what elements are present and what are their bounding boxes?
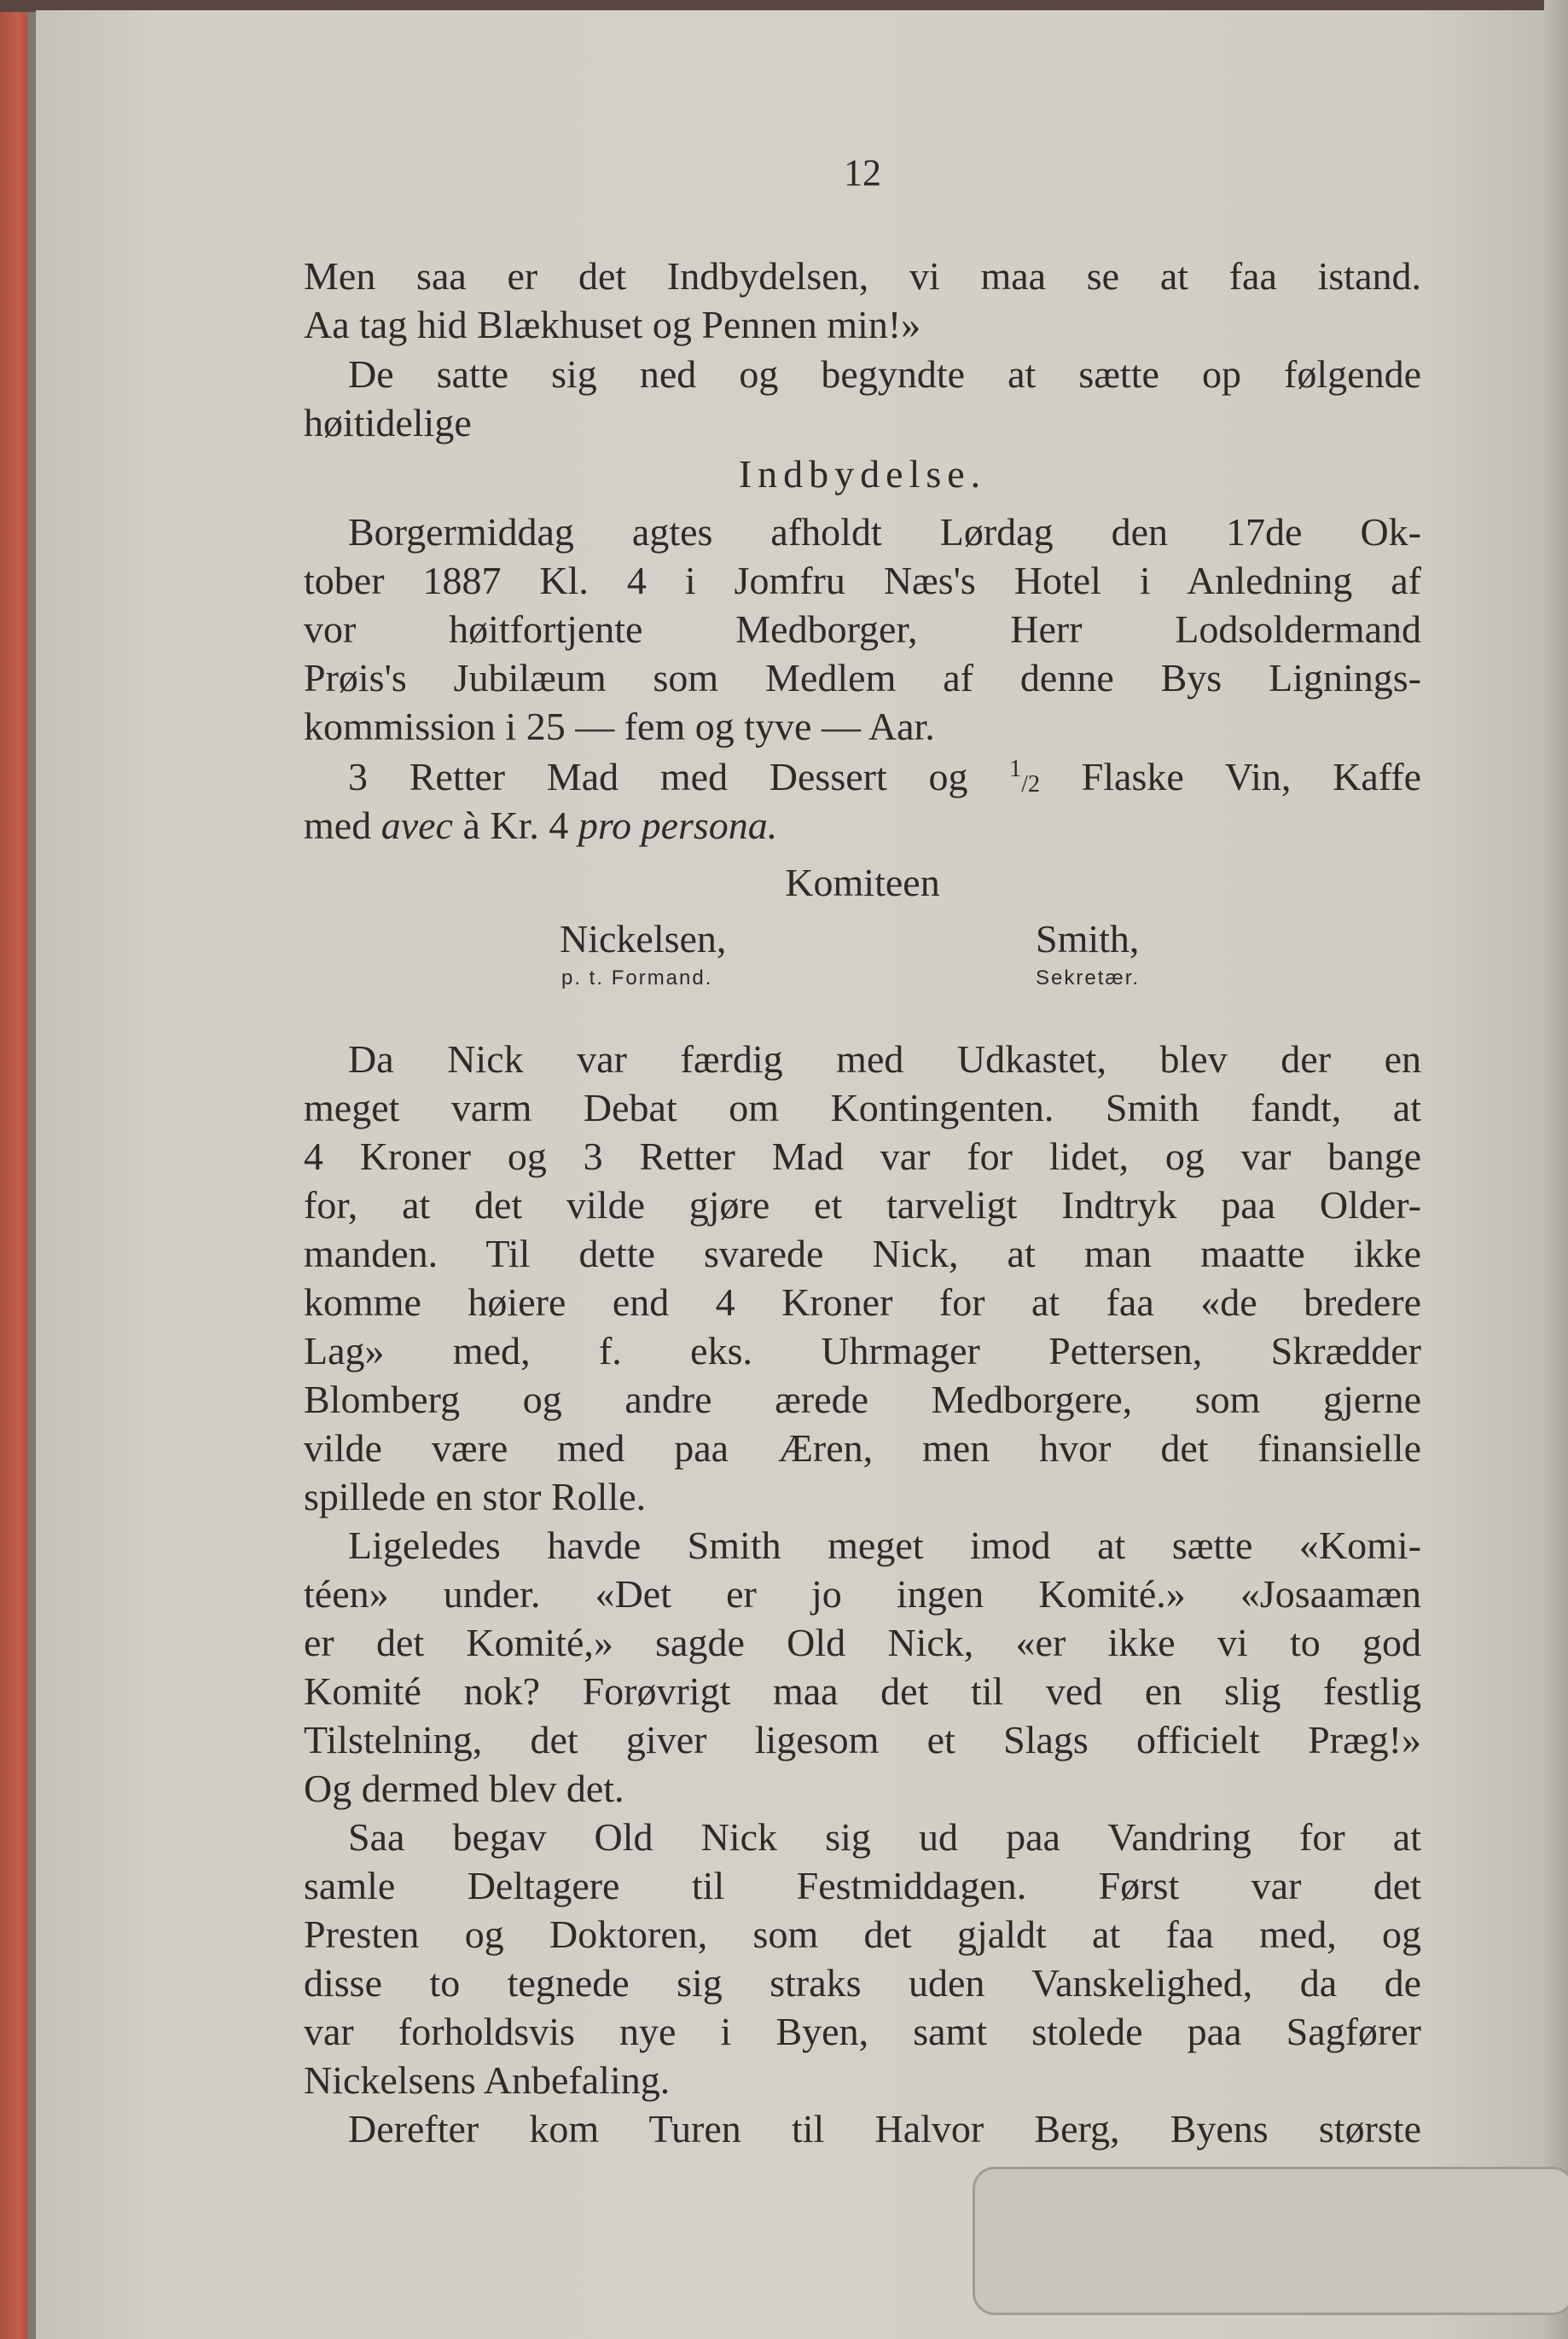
text-line: Lag» med, f. eks. Uhrmager Pettersen, Skrædder <box>304 1329 1421 1373</box>
text-line: var forholdsvis nye i Byen, samt stolede paa Sagfører <box>304 2010 1421 2053</box>
page-right-edge <box>1544 0 1568 2339</box>
text-line: manden. Til dette svarede Nick, at man maatte ikke <box>304 1232 1421 1275</box>
invitation-line: Borgermiddag agtes afholdt Lørdag den 17de Ok- <box>348 510 1421 554</box>
text-line: spillede en stor Rolle. <box>304 1475 647 1518</box>
menu-text: Flaske Vin, Kaffe <box>1039 755 1421 798</box>
text-line: vilde være med paa Æren, men hvor det finansielle <box>304 1426 1421 1470</box>
text-line: Aa tag hid Blækhuset og Pennen min!» <box>304 303 921 346</box>
text-line: téen» under. «Det er jo ingen Komité.» «Josaamæn <box>304 1572 1421 1616</box>
text-line: samle Deltagere til Festmiddagen. Først var det <box>304 1864 1421 1907</box>
menu-text: à Kr. 4 <box>452 804 578 847</box>
text-line: komme høiere end 4 Kroner for at faa «de bredere <box>304 1280 1421 1324</box>
text-line: Men saa er det Indbydelsen, vi maa se at faa istand. <box>304 254 1421 298</box>
menu-text: 3 Retter Mad med Dessert og <box>348 755 1010 798</box>
text-line: for, at det vilde gjøre et tarveligt Indtryk paa Older- <box>304 1183 1421 1227</box>
signature-name: Nickelsen, <box>560 917 727 961</box>
signature-name: Smith, <box>1036 917 1140 961</box>
text-line: meget varm Debat om Kontingenten. Smith fandt, at <box>304 1086 1421 1129</box>
committee-label: Komiteen <box>785 861 940 904</box>
text-line: Da Nick var færdig med Udkastet, blev der en <box>348 1037 1421 1081</box>
text-line: Og dermed blev det. <box>304 1767 624 1810</box>
text-line: 4 Kroner og 3 Retter Mad var for lidet, og var bange <box>304 1135 1421 1178</box>
text-line: er det Komité,» sagde Old Nick, «er ikke vi to god <box>304 1621 1421 1664</box>
text-line: De satte sig ned og begyndte at sætte op følgende <box>348 352 1421 396</box>
invitation-heading: Indbydelse. <box>738 452 987 496</box>
text-line: Ligeledes havde Smith meget imod at sætte «Komi- <box>348 1524 1421 1567</box>
text-line: Derefter kom Turen til Halvor Berg, Byens største <box>348 2107 1421 2150</box>
text-line: høitidelige <box>304 401 472 444</box>
menu-line <box>304 801 777 850</box>
invitation-line: vor høitfortjente Medborger, Herr Lodsoldermand <box>304 607 1421 651</box>
menu-text: med <box>304 804 381 847</box>
text-line: Nickelsens Anbefaling. <box>304 2058 671 2102</box>
italic-text: avec <box>380 804 453 847</box>
page-number: 12 <box>844 152 881 194</box>
text-line: Tilstelning, det giver ligesom et Slags officielt Præg!» <box>304 1718 1421 1762</box>
menu-line <box>348 752 1421 802</box>
text-line: Saa begav Old Nick sig ud paa Vandring for at <box>348 1815 1421 1859</box>
fraction-denominator: /2 <box>1021 771 1040 798</box>
fraction-numerator: 1 <box>1009 756 1022 782</box>
invitation-line: Prøis's Jubilæum som Medlem af denne Bys Lignings- <box>304 656 1421 699</box>
italic-text: pro persona. <box>578 804 778 847</box>
text-line: Blomberg og andre ærede Medborgere, som gjerne <box>304 1378 1421 1421</box>
signature-title: Sekretær. <box>1036 966 1141 990</box>
text-line: Komité nok? Forøvrigt maa det til ved en slig festlig <box>304 1669 1421 1713</box>
text-line: disse to tegnede sig straks uden Vanskelighed, da de <box>304 1961 1421 2005</box>
signature-title: p. t. Formand. <box>561 966 713 990</box>
text-line: Presten og Doktoren, som det gjaldt at faa med, og <box>304 1912 1421 1956</box>
invitation-line: tober 1887 Kl. 4 i Jomfru Næs's Hotel i Anledning af <box>304 559 1421 602</box>
invitation-line: kommission i 25 — fem og tyve — Aar. <box>304 705 935 748</box>
bookmark-tab <box>973 2167 1568 2315</box>
